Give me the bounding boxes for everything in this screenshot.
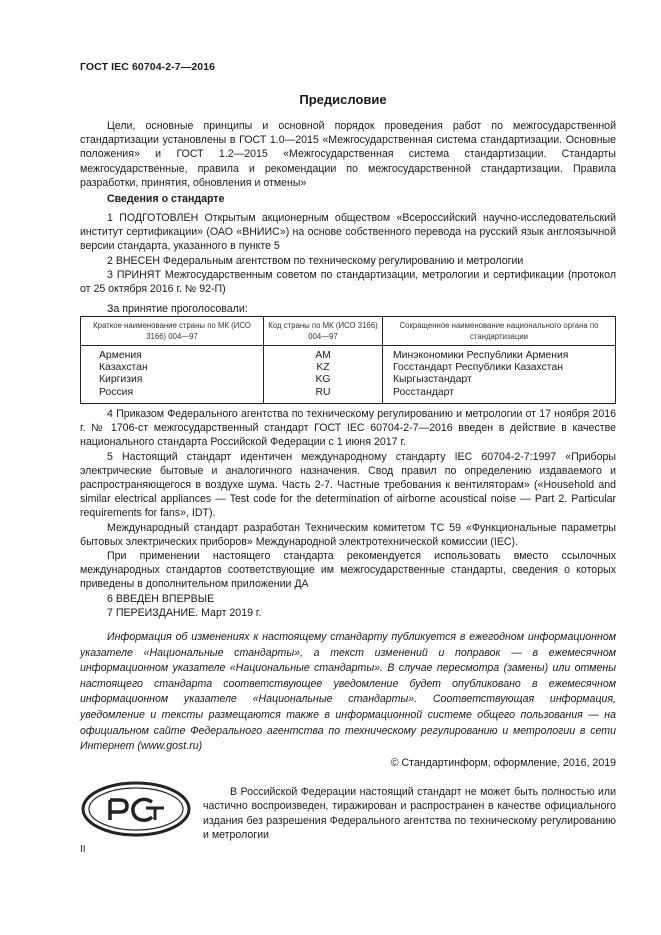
- page-title: Предисловие: [299, 92, 387, 107]
- table-cell-country: Киргизия: [81, 374, 264, 386]
- table-row: [81, 387, 616, 404]
- table-cell-code: AM: [264, 346, 383, 363]
- items-block-1: [80, 211, 616, 316]
- table-cell-body: Кыргызстандарт: [383, 374, 616, 386]
- copyright-line: © Стандартинформ, оформление, 2016, 2019: [390, 757, 616, 769]
- table-cell-country: Казахстан: [81, 362, 264, 374]
- table-row: [81, 346, 616, 363]
- table-header-code: Код страны по МК (ИСО 3166) 004—97: [264, 317, 383, 346]
- item-3: 3 ПРИНЯТ Межгосударственным советом по стандартизации, метрологии и сертификации (протокол от 25 октября 2016 г. № 92-П): [80, 268, 616, 296]
- items-block-2: [80, 407, 616, 620]
- item-5-committee: Международный стандарт разработан Техническим комитетом ТС 59 «Функциональные параметры бытовых электрических приборов» Международной электротехнической комиссии (IEC).: [80, 521, 616, 548]
- reproduction-notice: В Российской Федерации настоящий стандарт не может быть полностью или частично воспроизведен, тиражирован и распространен в качестве официального издания без разрешения Федерального агентства по техническому регулированию и метрологии: [203, 786, 616, 842]
- table-cell-code: RU: [264, 387, 383, 404]
- table-cell-country: Россия: [81, 387, 264, 404]
- table-cell-body: Госстандарт Республики Казахстан: [383, 362, 616, 374]
- item-7: 7 ПЕРЕИЗДАНИЕ. Март 2019 г.: [107, 606, 262, 619]
- changes-info-block: Информация об изменениях к настоящему стандарту публикуется в ежегодном информационном указателе «Национальные стандарты», а текст изменений и поправок — в ежемесячном информационном указателе «Национальные стандарты». В случае пересмотра (замены) или отмены настоящего стандарта соответствующее уведомление будет опубликовано в ежемесячном информационном указателе «Национальные стандарты». Соответствующая информация, уведомление и тексты размещаются также в информационной системе общего пользования — на официальном сайте Федерального агентства по техническому регулированию и метрологии в сети Интернет (www.gost.ru): [80, 631, 616, 753]
- table-header-row: [81, 317, 616, 346]
- item-5-application: При применении настоящего стандарта рекомендуется использовать вместо ссылочных международных стандартов соответствующие им межгосударственные стандарты, сведения о которых приведены в дополнительном приложении ДА: [80, 550, 616, 591]
- table-cell-code: KG: [264, 374, 383, 386]
- table-row: [81, 362, 616, 374]
- table-cell-body: Минэкономики Республики Армения: [383, 346, 616, 363]
- item-6: 6 ВВЕДЕН ВПЕРВЫЕ: [107, 592, 215, 605]
- intro-paragraph: Цели, основные принципы и основной порядок проведения работ по межгосударственной стандартизации установлены в ГОСТ 1.0—2015 «Межгосударственная система стандартизации. Основные положения» и ГОСТ 1.2—2015 «Межгосударственная система стандартизации. Стандарты межгосударственные, правила и рекомендации по межгосударственной стандартизации. Правила разработки, принятия, обновления и отмены»: [80, 120, 616, 189]
- table-cell-country: Армения: [81, 346, 264, 363]
- table-cell-code: KZ: [264, 362, 383, 374]
- item-2: 2 ВНЕСЕН Федеральным агентством по техническому регулированию и метрологии: [107, 254, 524, 267]
- item-1: 1 ПОДГОТОВЛЕН Открытым акционерным обществом «Всероссийский научно-исследовательский институт сертификации» (ОАО «ВНИИС») на основе собственного перевода на русский язык англоязычной версии стандарта, указанного в пункте 5: [80, 212, 616, 253]
- table-cell-body: Росстандарт: [383, 387, 616, 404]
- voted-label: За принятие проголосовали:: [107, 303, 248, 316]
- voting-states-table: [80, 316, 616, 404]
- page-number: II: [80, 844, 86, 855]
- table-header-body: Сокращенное наименование национального органа по стандартизации: [383, 317, 616, 346]
- item-5: 5 Настоящий стандарт идентичен международному стандарту IEC 60704-2-7:1997 «Приборы электрические бытовые и аналогичного назначения. Свод правил по определению издаваемого и распространяющегося в воздухе шума. Часть 2-7. Частные требования к вентиляторам» («Household and similar electrical appliances — Test code for the determination of airborne acoustical noise — Part 2. Particular requirements for fans», IDT).: [80, 450, 616, 520]
- table-row: [81, 374, 616, 386]
- document-header: ГОСТ IEC 60704-2-7—2016: [80, 61, 216, 73]
- item-4: 4 Приказом Федерального агентства по техническому регулированию и метрологии от 17 ноября 2016 г. № 1706-ст межгосударственный стандарт ГОСТ IEC 60704-2-7—2016 введен в действие в качестве национального стандарта Российской Федерации с 1 июня 2017 г.: [80, 408, 616, 449]
- table-header-country: Краткое наименование страны по МК (ИСО 3166) 004—97: [81, 317, 264, 346]
- section-subheading: Сведения о стандарте: [107, 193, 225, 205]
- rst-certification-mark-icon: [80, 780, 192, 838]
